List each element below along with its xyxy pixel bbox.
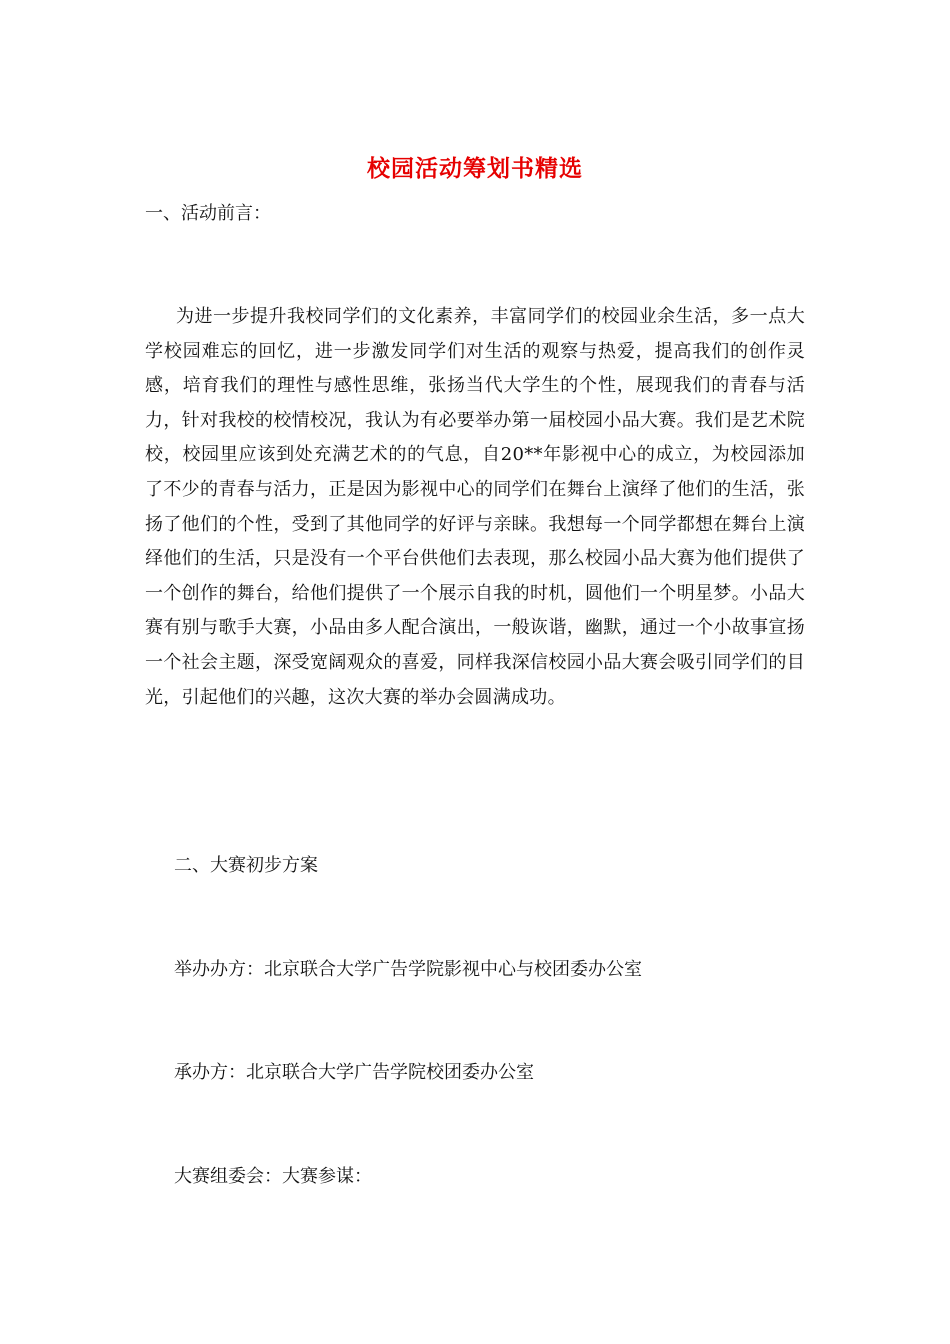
co-organizer-line: 承办方：北京联合大学广告学院校团委办公室 [174,1062,534,1083]
committee-line: 大赛组委会：大赛参谋： [174,1166,372,1187]
organizer-line: 举办办方：北京联合大学广告学院影视中心与校团委办公室 [174,959,642,980]
section-heading-plan: 二、大赛初步方案 [174,855,318,876]
document-title: 校园活动筹划书精选 [367,155,583,182]
section-heading-preface: 一、活动前言： [145,203,271,224]
intro-paragraph: 为进一步提升我校同学们的文化素养，丰富同学们的校园业余生活，多一点大学校园难忘的回忆，进一步激发同学们对生活的观察与热爱，提高我们的创作灵感，培育我们的理性与感性思维，张扬当代大学生的个性，展现我们的青春与活力，针对我校的校情校况，我认为有必要举办第一届校园小品大赛。我们是艺术院校，校园里应该到处充满艺术的的气息，自20**年影视中心的成立，为校园添加了不少的青春与活力，正是因为影视中心的同学们在舞台上演绎了他们的生活，张扬了他们的个性，受到了其他同学的好评与亲睐。我想每一个同学都想在舞台上演绎他们的生活，只是没有一个平台供他们去表现，那么校园小品大赛为他们提供了一个创作的舞台，给他们提供了一个展示自我的时机，圆他们一个明星梦。小品大赛有别与歌手大赛，小品由多人配合演出，一般诙谐，幽默，通过一个小故事宣扬一个社会主题，深受宽阔观众的喜爱，同样我深信校园小品大赛会吸引同学们的目光，引起他们的兴趣，这次大赛的举办会圆满成功。 [145,306,805,708]
